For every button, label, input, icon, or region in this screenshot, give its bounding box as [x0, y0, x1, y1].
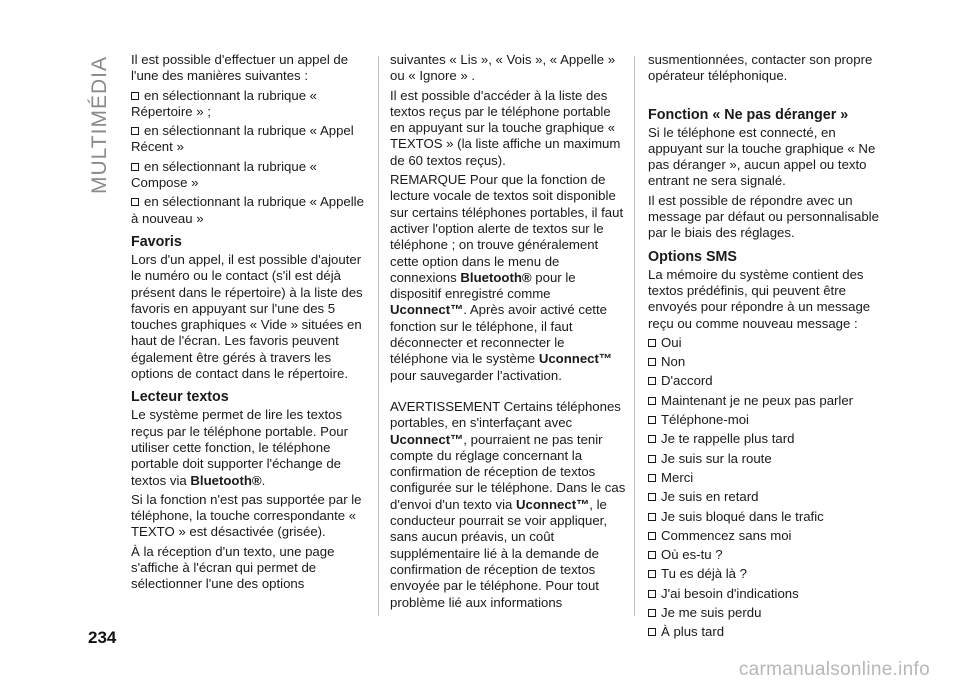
checkbox-bullet-icon [648, 590, 656, 598]
checkbox-bullet-icon [131, 163, 139, 171]
list-item: en sélectionnant la rubrique « Compose » [131, 158, 318, 191]
favoris-heading: Favoris [131, 233, 182, 250]
column-divider-1 [378, 56, 379, 616]
textos-list-text: Il est possible d'accéder à la liste des textos reçus par le téléphone portable en appuyant sur la touche graphique « TEXTOS » (la liste affiche un maximum de 60 textos reçus). [390, 87, 621, 168]
lecteur-text-3: À la réception d'un texto, une page s'affiche à l'écran qui permet de sélectionner l'une des options [131, 543, 335, 592]
lecteur-heading: Lecteur textos [131, 389, 229, 406]
sms-list [648, 335, 884, 641]
checkbox-bullet-icon [648, 377, 656, 385]
sms-list-item: J'ai besoin d'indications [648, 586, 884, 602]
list-item: en sélectionnant la rubrique « Appelle à nouveau » [131, 194, 364, 226]
call-intro: Il est possible d'effectuer un appel de l'une des manières suivantes : [131, 52, 349, 84]
remarque-note: REMARQUE Pour que la fonction de lecture vocale de textos soit disponible sur certains téléphones portables, il faut activer l'option alerte de textos sur le téléphone ; on trouve généralement cette option dans le menu de connexions Bluetooth® pour le dispositif enregistré comme Uconnect™. Après avoir activé cette fonction sur le téléphone, il faut déconnecter et reconnecter le téléphone via le système Uconnect™ pour sauvegarder l'activation. [390, 172, 624, 383]
sms-list-item: Non [648, 354, 884, 370]
operator-text: susmentionnées, contacter son propre opérateur téléphonique. [648, 52, 873, 84]
sms-list-item: Je suis sur la route [648, 451, 884, 467]
sms-list-item: Où es-tu ? [648, 547, 884, 563]
avertissement-note: AVERTISSEMENT Certains téléphones portables, en s'interfaçant avec Uconnect™, pourraient ne pas tenir compte du réglage concernant la confirmation de réception de textos configurée sur le téléphone. Dans le cas d'envoi d'un texto via Uconnect™, le conducteur pourrait se voir appliquer, sans aucun préavis, un coût supplémentaire lié à la demande de confirmation de réception de textos envoyée par le téléphone. Pour tout problème lié aux informations [390, 398, 626, 610]
list-item: en sélectionnant la rubrique « Répertoire » ; [131, 87, 318, 119]
checkbox-bullet-icon [131, 92, 139, 100]
column-2 [390, 52, 626, 614]
checkbox-bullet-icon [131, 198, 139, 206]
options-sms-heading: Options SMS [648, 248, 737, 265]
checkbox-bullet-icon [648, 358, 656, 366]
checkbox-bullet-icon [648, 513, 656, 521]
options-text: suivantes « Lis », « Vois », « Appelle » ou « Ignore » . [390, 52, 616, 84]
checkbox-bullet-icon [648, 628, 656, 636]
column-1 [131, 52, 367, 596]
ne-pas-deranger-text-2: Il est possible de répondre avec un message par défaut ou personnalisable par le biais des réglages. [648, 192, 879, 241]
checkbox-bullet-icon [648, 416, 656, 424]
sms-list-item: À plus tard [648, 624, 884, 640]
sms-list-item: Je suis en retard [648, 489, 884, 505]
section-title [86, 56, 114, 194]
section-title-text: MULTIMÉDIA [88, 56, 112, 194]
footer-watermark-url: carmanualsonline.info [738, 659, 930, 680]
checkbox-bullet-icon [648, 532, 656, 540]
checkbox-bullet-icon [648, 609, 656, 617]
checkbox-bullet-icon [648, 339, 656, 347]
sms-list-item: Téléphone-moi [648, 412, 884, 428]
sms-list-item: Je suis bloqué dans le trafic [648, 509, 884, 525]
favoris-text: Lors d'un appel, il est possible d'ajouter le numéro ou le contact (s'il est déjà présent dans le répertoire) à la liste des favoris en appuyant sur l'une des 5 touches graphiques « Vide » situées en haut de l'écran. Les favoris peuvent également être gérés à travers les options de contact dans le répertoire. [131, 251, 363, 382]
sms-list-item: Merci [648, 470, 884, 486]
page-number: 234 [88, 628, 117, 647]
sms-list-item: Commencez sans moi [648, 528, 884, 544]
checkbox-bullet-icon [648, 493, 656, 501]
sms-list-item: Tu es déjà là ? [648, 566, 884, 582]
sms-list-item: Je me suis perdu [648, 605, 884, 621]
options-sms-text: La mémoire du système contient des textos prédéfinis, qui peuvent être envoyés pour répondre à un message reçu ou comme nouveau message : [648, 266, 871, 331]
checkbox-bullet-icon [648, 455, 656, 463]
list-item: en sélectionnant la rubrique « Appel Récent » [131, 123, 354, 155]
sms-list-item: Oui [648, 335, 884, 351]
ne-pas-deranger-text-1: Si le téléphone est connecté, en appuyant sur la touche graphique « Ne pas déranger », aucun appel ou texto entrant ne sera signalé. [648, 124, 876, 189]
checkbox-bullet-icon [648, 570, 656, 578]
checkbox-bullet-icon [648, 435, 656, 443]
checkbox-bullet-icon [648, 474, 656, 482]
lecteur-text-1: Le système permet de lire les textos reçus par le téléphone portable. Pour utiliser cette fonction, le téléphone portable doit supporter l'échange de textos via Bluetooth®. [131, 407, 349, 488]
sms-list-item: Maintenant je ne peux pas parler [648, 393, 884, 409]
ne-pas-deranger-heading: Fonction « Ne pas déranger » [648, 106, 849, 123]
checkbox-bullet-icon [648, 397, 656, 405]
lecteur-text-2: Si la fonction n'est pas supportée par le téléphone, la touche correspondante « TEXTO » est désactivée (grisée). [131, 491, 362, 540]
checkbox-bullet-icon [648, 551, 656, 559]
sms-list-item: Je te rappelle plus tard [648, 431, 884, 447]
column-divider-2 [634, 56, 635, 616]
column-3 [648, 52, 884, 644]
checkbox-bullet-icon [131, 127, 139, 135]
sms-list-item: D'accord [648, 373, 884, 389]
